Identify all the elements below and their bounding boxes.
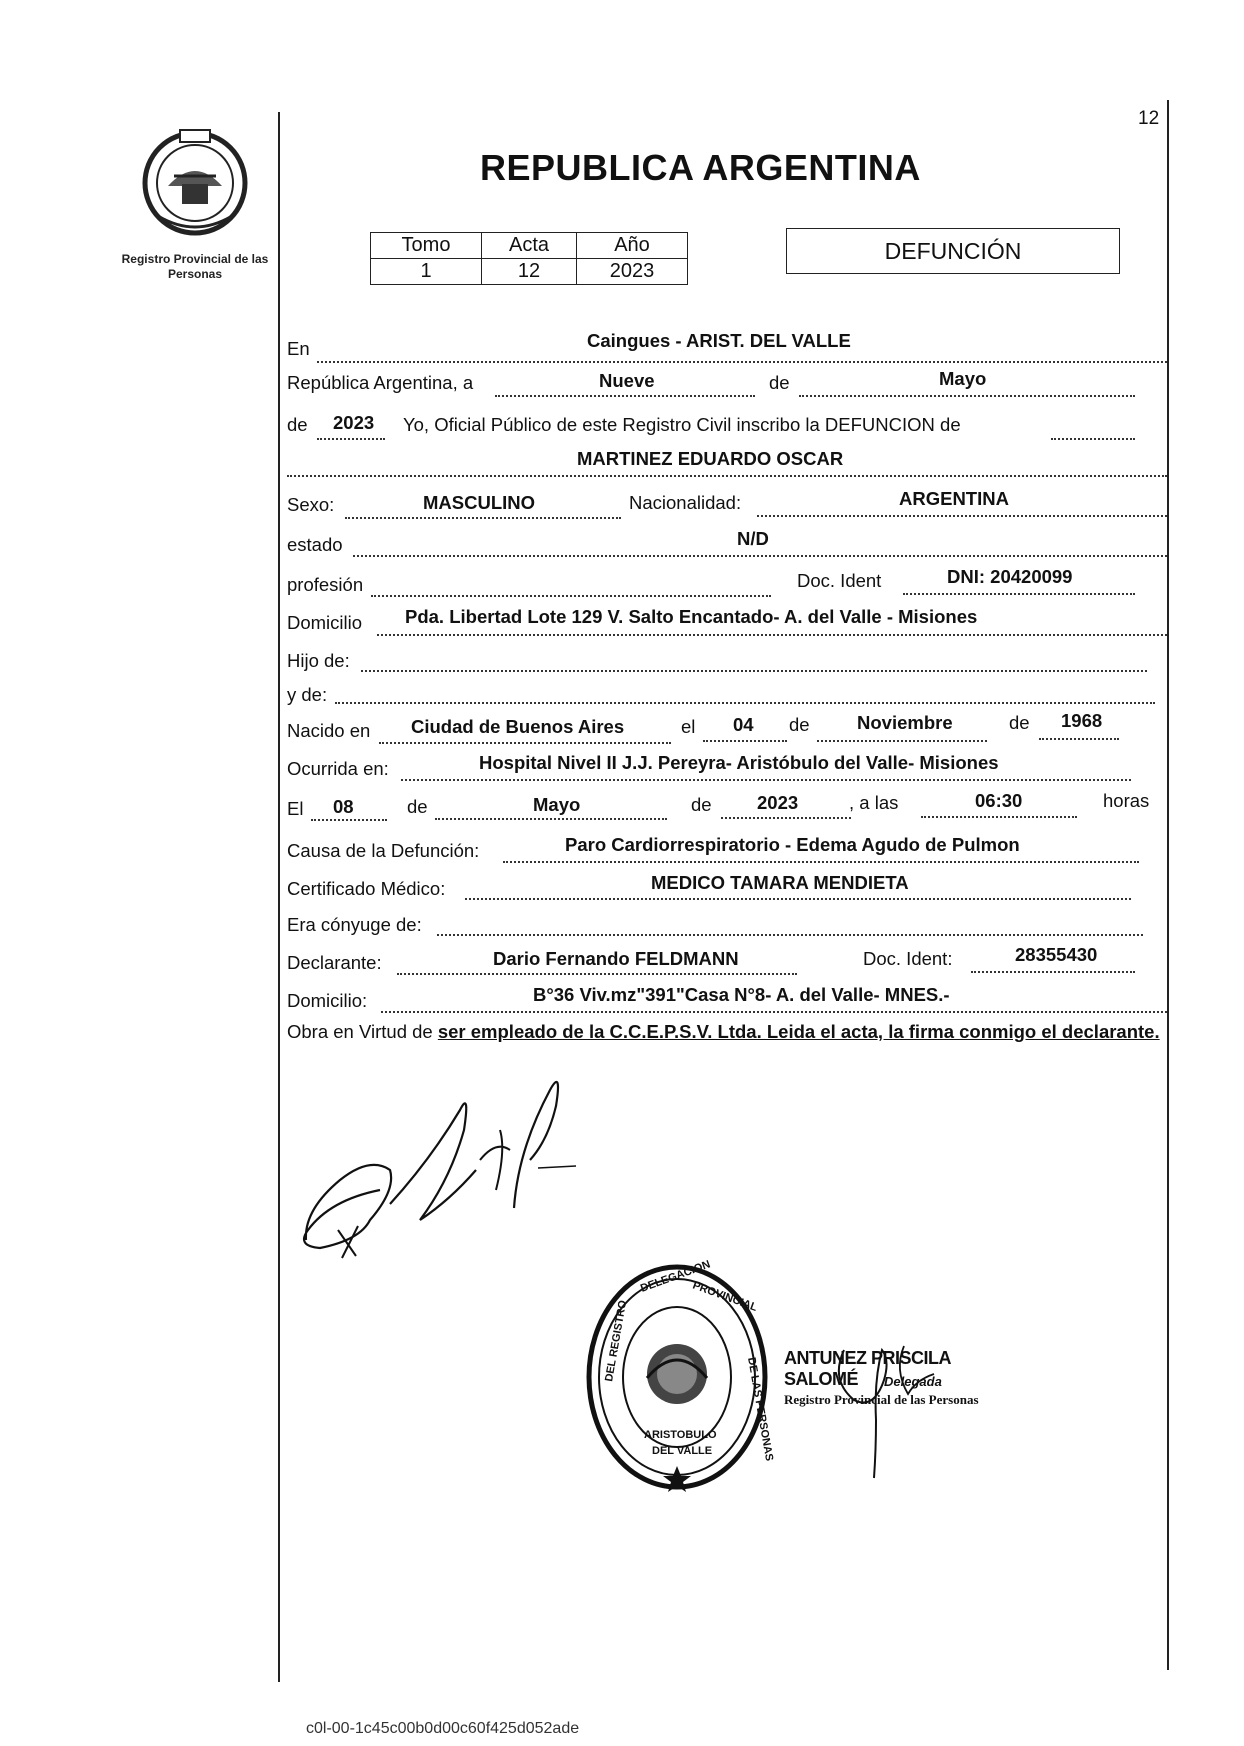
nac-mes: Noviembre bbox=[857, 712, 953, 733]
def-hora: 06:30 bbox=[975, 790, 1023, 811]
row-nombre bbox=[287, 448, 1167, 478]
row-domicilio2 bbox=[287, 984, 1167, 1014]
anio-value-text: 2023 bbox=[333, 412, 375, 433]
row-y-de bbox=[287, 682, 1167, 712]
svg-text:DE LAS PERSONAS: DE LAS PERSONAS bbox=[745, 1356, 776, 1463]
sexo-value: MASCULINO bbox=[423, 492, 536, 513]
domicilio2-label: Domicilio: bbox=[287, 990, 368, 1011]
nacido-label: Nacido en bbox=[287, 720, 371, 741]
row-domicilio bbox=[287, 608, 1167, 638]
row-conyuge bbox=[287, 912, 1167, 942]
domicilio2-value: B°36 Viv.mz"391"Casa N°8- A. del Valle- MNES.- bbox=[533, 984, 950, 1005]
def-dia: 08 bbox=[333, 796, 354, 817]
def-anio: 2023 bbox=[757, 792, 799, 813]
de4-label: de bbox=[1009, 712, 1030, 733]
tomo-value: 1 bbox=[371, 259, 482, 285]
obra-label: Obra en Virtud de bbox=[287, 1021, 433, 1042]
official-stamp bbox=[784, 1340, 1024, 1480]
yo-text: Yo, Oficial Público de este Registro Civil inscribo la DEFUNCION de bbox=[403, 414, 961, 435]
tomo-acta-table bbox=[370, 232, 688, 285]
row-hijo bbox=[287, 648, 1167, 678]
right-margin-line bbox=[1167, 100, 1169, 1670]
row-fecha-defuncion bbox=[287, 792, 1167, 822]
certificado-label: Certificado Médico: bbox=[287, 878, 446, 899]
row-estado bbox=[287, 530, 1167, 560]
de1-label: de bbox=[769, 372, 790, 393]
el2-label: El bbox=[287, 798, 304, 819]
obra-value: ser empleado de la C.C.E.P.S.V. Ltda. Leida el acta, la firma conmigo el declarante. bbox=[437, 1021, 1160, 1042]
de5-label: de bbox=[407, 796, 428, 817]
de3-label: de bbox=[789, 714, 810, 735]
row-causa bbox=[287, 834, 1167, 864]
acta-header: Acta bbox=[482, 233, 577, 259]
certificado-value: MEDICO TAMARA MENDIETA bbox=[651, 872, 909, 893]
domicilio-label: Domicilio bbox=[287, 612, 363, 633]
nac-dia: 04 bbox=[733, 714, 754, 735]
registro-label: Registro Provincial de las Personas bbox=[121, 252, 269, 281]
sexo-label: Sexo: bbox=[287, 494, 335, 515]
row-profesion bbox=[287, 566, 1167, 600]
declarante-label: Declarante: bbox=[287, 952, 382, 973]
alas-label: , a las bbox=[849, 792, 899, 813]
provincial-logo bbox=[138, 126, 252, 240]
nacionalidad-value: ARGENTINA bbox=[899, 488, 1009, 509]
row-nacido bbox=[287, 710, 1167, 746]
stamp-org: Registro Provincial de las Personas bbox=[784, 1392, 979, 1407]
nacido-value: Ciudad de Buenos Aires bbox=[411, 716, 625, 737]
declarante-value: Dario Fernando FELDMANN bbox=[493, 948, 739, 969]
tomo-header: Tomo bbox=[371, 233, 482, 259]
acta-value: 12 bbox=[482, 259, 577, 285]
doc-ident-value: DNI: 20420099 bbox=[947, 566, 1073, 587]
row-en bbox=[287, 330, 1167, 364]
hijo-label: Hijo de: bbox=[287, 650, 350, 671]
estado-value: N/D bbox=[737, 528, 769, 549]
stamp-name: ANTUNEZ PRISCILA SALOMÉ bbox=[784, 1348, 951, 1389]
dia-value: Nueve bbox=[599, 370, 655, 391]
conyuge-label: Era cónyuge de: bbox=[287, 914, 422, 935]
de6-label: de bbox=[691, 794, 712, 815]
svg-text:PROVINCIAL: PROVINCIAL bbox=[690, 1279, 759, 1315]
svg-text:DELEGACION: DELEGACION bbox=[638, 1258, 712, 1295]
def-mes: Mayo bbox=[533, 794, 581, 815]
estado-label: estado bbox=[287, 534, 343, 555]
row-sexo bbox=[287, 490, 1167, 520]
ocurrida-value: Hospital Nivel II J.J. Pereyra- Aristóbulo del Valle- Misiones bbox=[479, 752, 999, 773]
en-value: Caingues - ARIST. DEL VALLE bbox=[587, 330, 851, 351]
declarante-signature bbox=[300, 1070, 600, 1270]
svg-text:ARISTOBULO: ARISTOBULO bbox=[644, 1429, 717, 1441]
nacionalidad-label: Nacionalidad: bbox=[629, 492, 742, 513]
official-seal bbox=[582, 1258, 776, 1492]
anio-header: Año bbox=[577, 233, 688, 259]
doc2-value: 28355430 bbox=[1015, 944, 1098, 965]
svg-text:DEL VALLE: DEL VALLE bbox=[652, 1445, 713, 1457]
delegada-signature bbox=[824, 1340, 964, 1480]
footer-hash: c0l-00-1c45c00b0d00c60f425d052ade bbox=[306, 1720, 580, 1737]
en-label: En bbox=[287, 338, 310, 359]
domicilio-value: Pda. Libertad Lote 129 V. Salto Encantado- A. del Valle - Misiones bbox=[405, 606, 978, 627]
causa-label: Causa de la Defunción: bbox=[287, 840, 480, 861]
document-title: REPUBLICA ARGENTINA bbox=[480, 147, 921, 188]
row-yo bbox=[287, 414, 1167, 444]
left-margin-line bbox=[278, 112, 280, 1682]
row-fecha bbox=[287, 368, 1167, 402]
row-certificado bbox=[287, 872, 1167, 902]
obra-paragraph bbox=[287, 1018, 1167, 1046]
page-number: 12 bbox=[1138, 108, 1160, 129]
y-de-label: y de: bbox=[287, 684, 328, 705]
mes-value: Mayo bbox=[939, 368, 987, 389]
el-label: el bbox=[681, 716, 696, 737]
horas-label: horas bbox=[1103, 790, 1150, 811]
republica-label: República Argentina, a bbox=[287, 372, 474, 393]
row-ocurrida bbox=[287, 752, 1167, 782]
de2-label: de bbox=[287, 414, 308, 435]
doc2-label: Doc. Ident: bbox=[863, 948, 953, 969]
nombre-value: MARTINEZ EDUARDO OSCAR bbox=[577, 448, 844, 469]
stamp-role: Delegada bbox=[884, 1374, 942, 1389]
row-declarante bbox=[287, 946, 1167, 976]
svg-text:DEL REGISTRO: DEL REGISTRO bbox=[603, 1299, 630, 1383]
ocurrida-label: Ocurrida en: bbox=[287, 758, 389, 779]
nac-anio: 1968 bbox=[1061, 710, 1103, 731]
anio-value: 2023 bbox=[577, 259, 688, 285]
doc-ident-label: Doc. Ident bbox=[797, 570, 882, 591]
profesion-label: profesión bbox=[287, 574, 364, 595]
document-type-box: DEFUNCIÓN bbox=[786, 228, 1120, 274]
causa-value: Paro Cardiorrespiratorio - Edema Agudo de Pulmon bbox=[565, 834, 1020, 855]
